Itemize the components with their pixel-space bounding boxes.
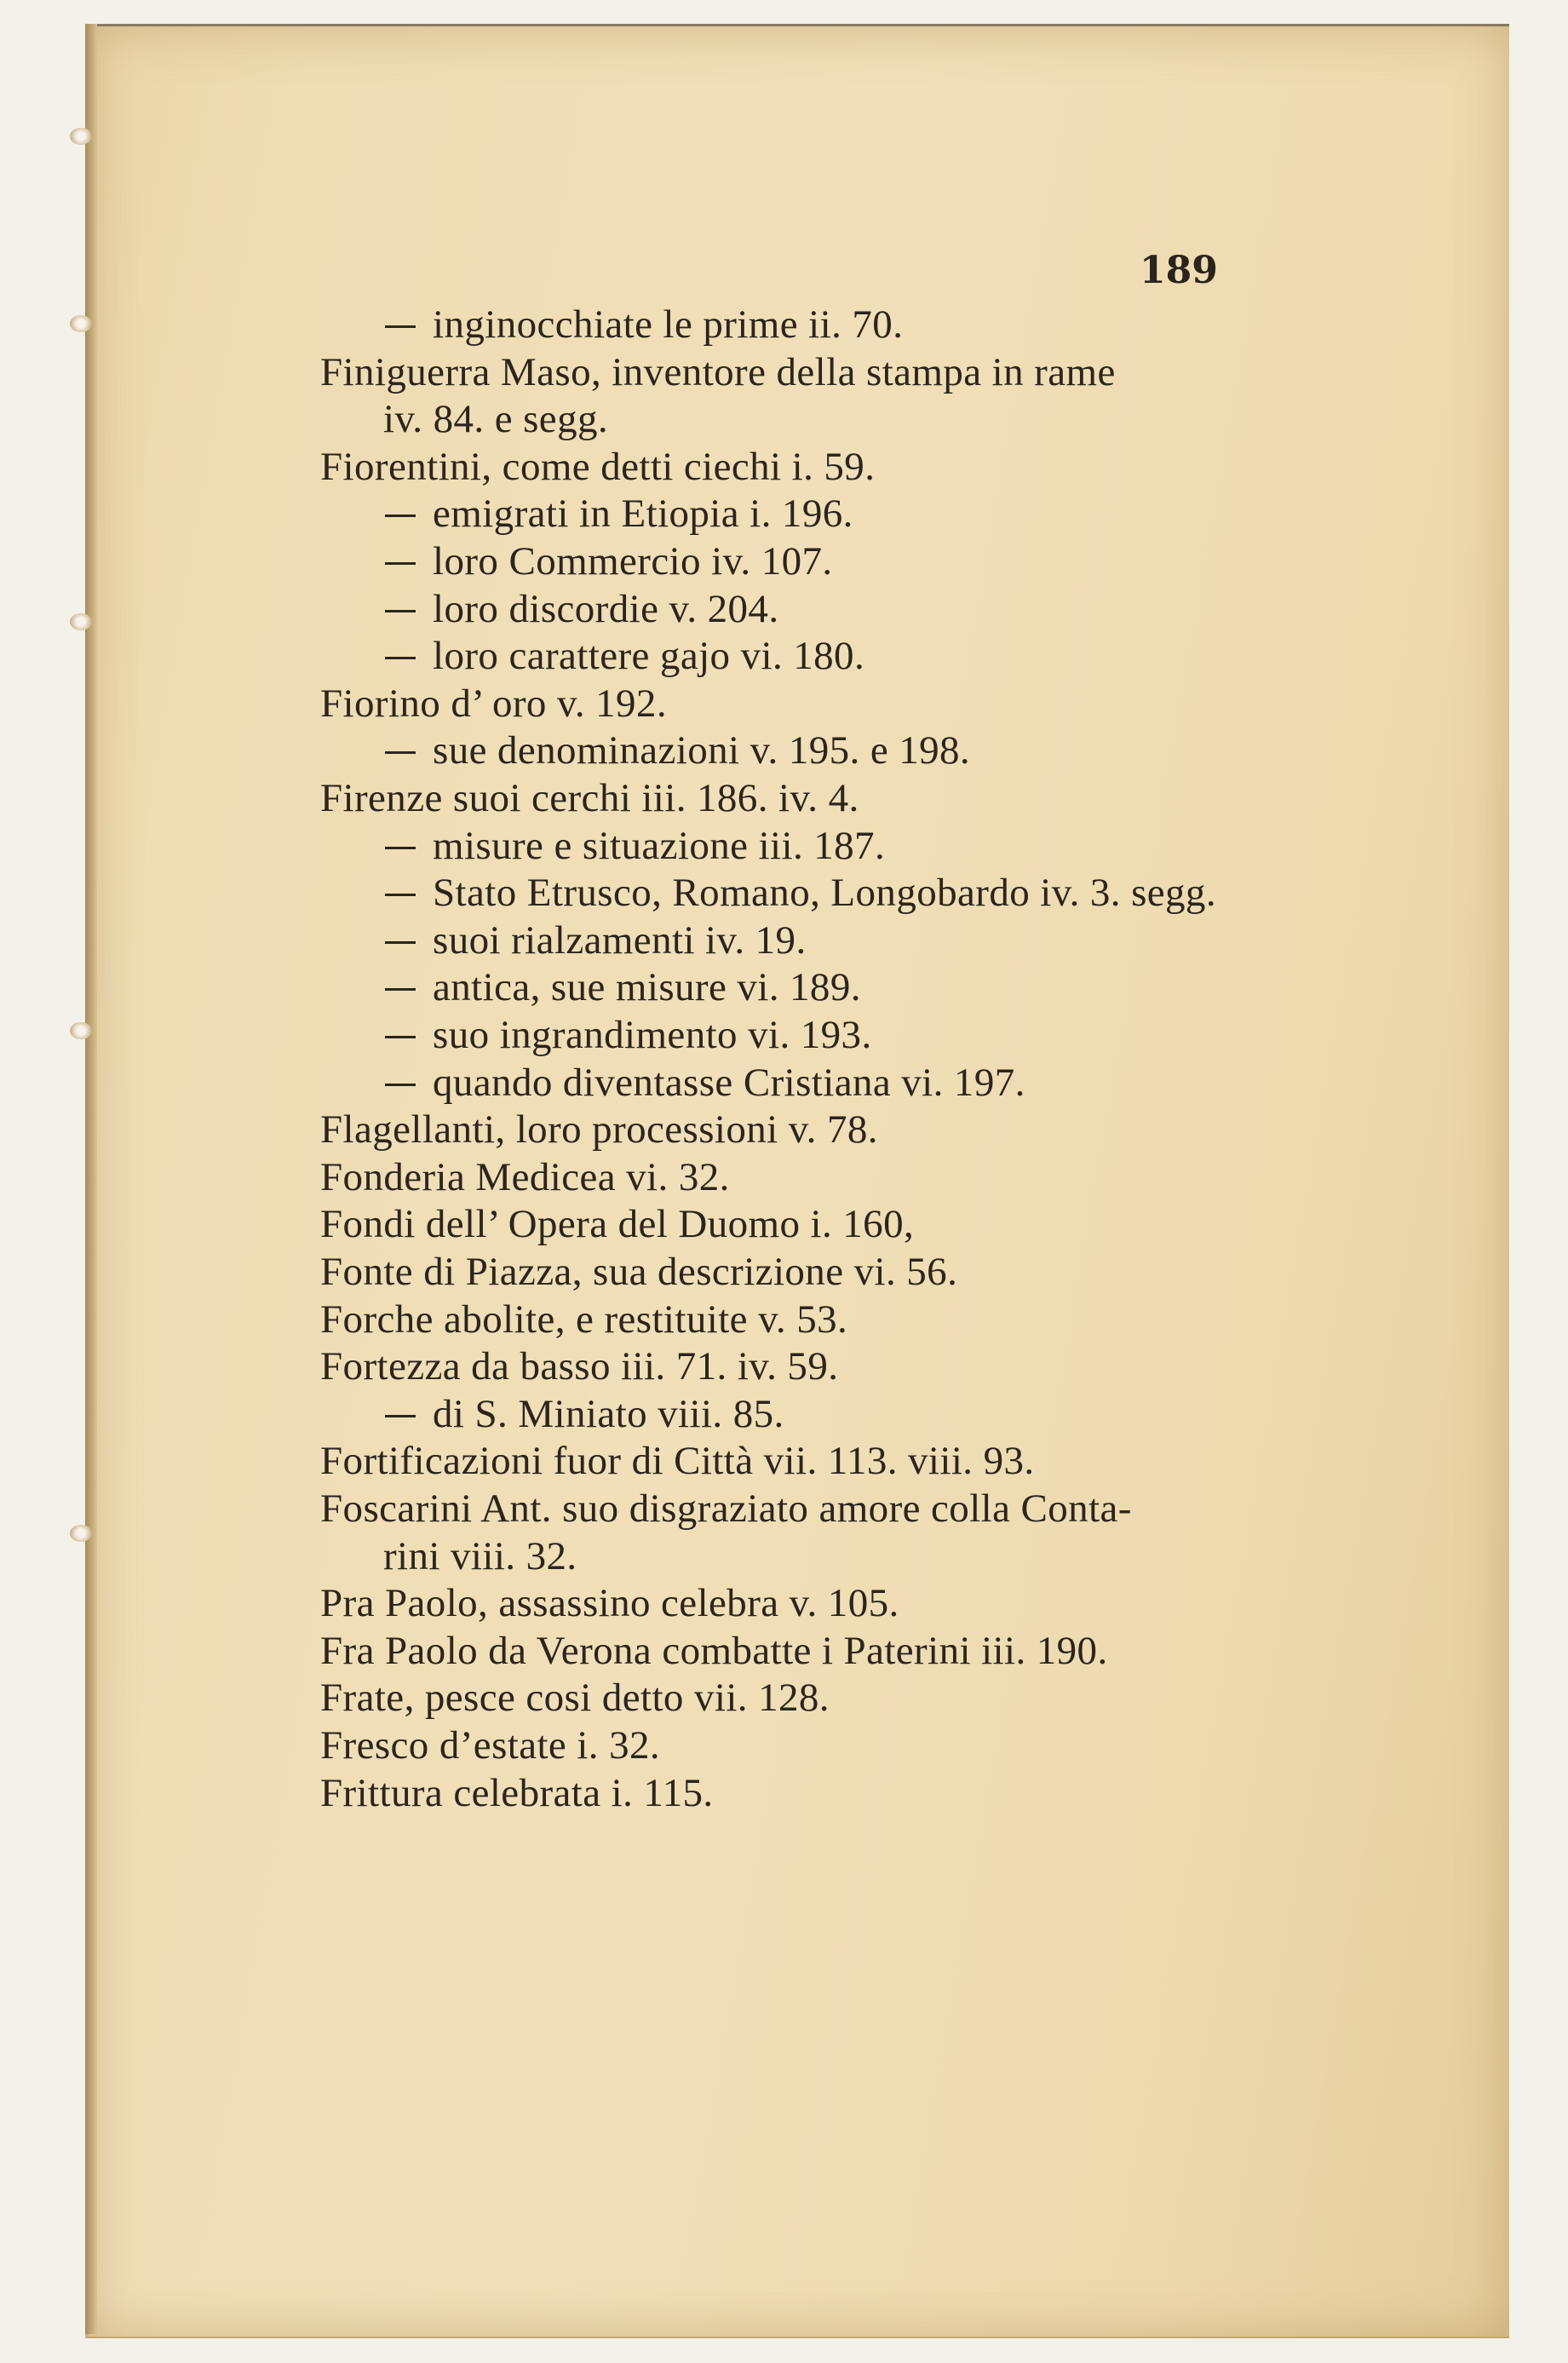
entry-text: Frittura celebrata i. 115. <box>320 1771 714 1815</box>
index-entry <box>320 1105 878 1154</box>
entry-text: Fresco d’estate i. 32. <box>320 1723 661 1768</box>
ditto-dash <box>385 847 416 849</box>
ditto-dash <box>385 894 416 896</box>
index-entry <box>320 1199 914 1249</box>
index-subentry <box>385 584 779 634</box>
entry-text: Fiorentini, come detti ciechi i. 59. <box>320 445 876 489</box>
index-entry <box>320 442 875 492</box>
entry-text: loro carattere gajo vi. 180. <box>433 634 865 678</box>
entry-text: sue denominazioni v. 195. e 198. <box>433 728 971 773</box>
entry-text: emigrati in Etiopia i. 196. <box>433 492 853 536</box>
entry-text: Fra Paolo da Verona combatte i Paterini iii. 190. <box>320 1629 1108 1673</box>
index-entry <box>320 1153 730 1202</box>
index-entry <box>320 1578 899 1628</box>
ditto-dash <box>385 1084 416 1086</box>
index-subentry <box>385 537 833 586</box>
entry-text: Forche abolite, e restituite v. 53. <box>320 1297 848 1342</box>
index-entry <box>320 773 859 823</box>
ditto-dash <box>385 562 416 565</box>
index-subentry <box>385 821 885 871</box>
entry-text: Fondi dell’ Opera del Duomo i. 160, <box>320 1202 915 1246</box>
index-subentry <box>385 631 864 681</box>
entry-text: Fortificazioni fuor di Città vii. 113. viii. 93. <box>320 1439 1035 1483</box>
entry-text: Fortezza da basso iii. 71. iv. 59. <box>320 1344 839 1388</box>
ditto-dash <box>385 1036 416 1038</box>
entry-text: misure e situazione iii. 187. <box>433 824 886 868</box>
index-subentry <box>385 1010 872 1060</box>
entry-text: Frate, pesce cosi detto vii. 128. <box>320 1676 830 1720</box>
index-entry <box>320 1673 830 1722</box>
index-entry <box>320 1436 1035 1486</box>
index-subentry <box>385 489 853 538</box>
ditto-dash <box>385 325 416 328</box>
index-continuation <box>383 394 608 444</box>
entry-text: Fonderia Medicea vi. 32. <box>320 1155 730 1199</box>
entry-text: Fiorino d’ oro v. 192. <box>320 681 667 726</box>
entry-text: Flagellanti, loro processioni v. 78. <box>320 1107 878 1152</box>
entry-text: iv. 84. e segg. <box>383 397 609 441</box>
entry-text: antica, sue misure vi. 189. <box>433 965 861 1009</box>
index-subentry <box>385 868 1216 917</box>
entry-text: di S. Miniato viii. 85. <box>433 1392 784 1436</box>
index-subentry <box>385 916 807 965</box>
entry-text: inginocchiate le prime ii. 70. <box>433 302 904 347</box>
index-entry <box>320 1342 838 1391</box>
index-entry <box>320 348 1116 397</box>
entry-text: suoi rialzamenti iv. 19. <box>433 918 807 963</box>
entry-text: Firenze suoi cerchi iii. 186. iv. 4. <box>320 776 859 820</box>
index-entry <box>320 679 667 728</box>
ditto-dash <box>385 657 416 659</box>
ditto-dash <box>385 610 416 612</box>
ditto-dash <box>385 941 416 944</box>
entry-text: rini viii. 32. <box>383 1534 577 1578</box>
ditto-dash <box>385 515 416 517</box>
ditto-dash <box>385 1415 416 1417</box>
index-entry <box>320 1626 1108 1676</box>
index-entry <box>320 1295 847 1344</box>
index-subentry <box>385 1058 1025 1107</box>
entry-text: loro Commercio iv. 107. <box>433 539 833 584</box>
entry-text: loro discordie v. 204. <box>433 587 779 631</box>
entry-text: Foscarini Ant. suo disgraziato amore colla Conta- <box>320 1486 1132 1531</box>
page-number: 189 <box>1140 249 1218 292</box>
index-entry <box>320 1247 957 1296</box>
index-subentry <box>385 1389 784 1439</box>
index-entry <box>320 1768 714 1818</box>
entry-text: suo ingrandimento vi. 193. <box>433 1013 872 1057</box>
index-continuation <box>383 1532 577 1581</box>
entry-text: Fonte di Piazza, sua descrizione vi. 56. <box>320 1250 958 1294</box>
index-subentry <box>385 726 970 775</box>
index-subentry <box>385 300 903 349</box>
entry-text: Finiguerra Maso, inventore della stampa in rame <box>320 350 1116 394</box>
index-subentry <box>385 963 861 1012</box>
index-entry <box>320 1721 660 1770</box>
ditto-dash <box>385 751 416 754</box>
index-entry <box>320 1484 1132 1533</box>
entry-text: Pra Paolo, assassino celebra v. 105. <box>320 1581 899 1625</box>
ditto-dash <box>385 988 416 991</box>
entry-text: quando diventasse Cristiana vi. 197. <box>433 1061 1025 1105</box>
entry-text: Stato Etrusco, Romano, Longobardo iv. 3. segg. <box>433 871 1216 915</box>
